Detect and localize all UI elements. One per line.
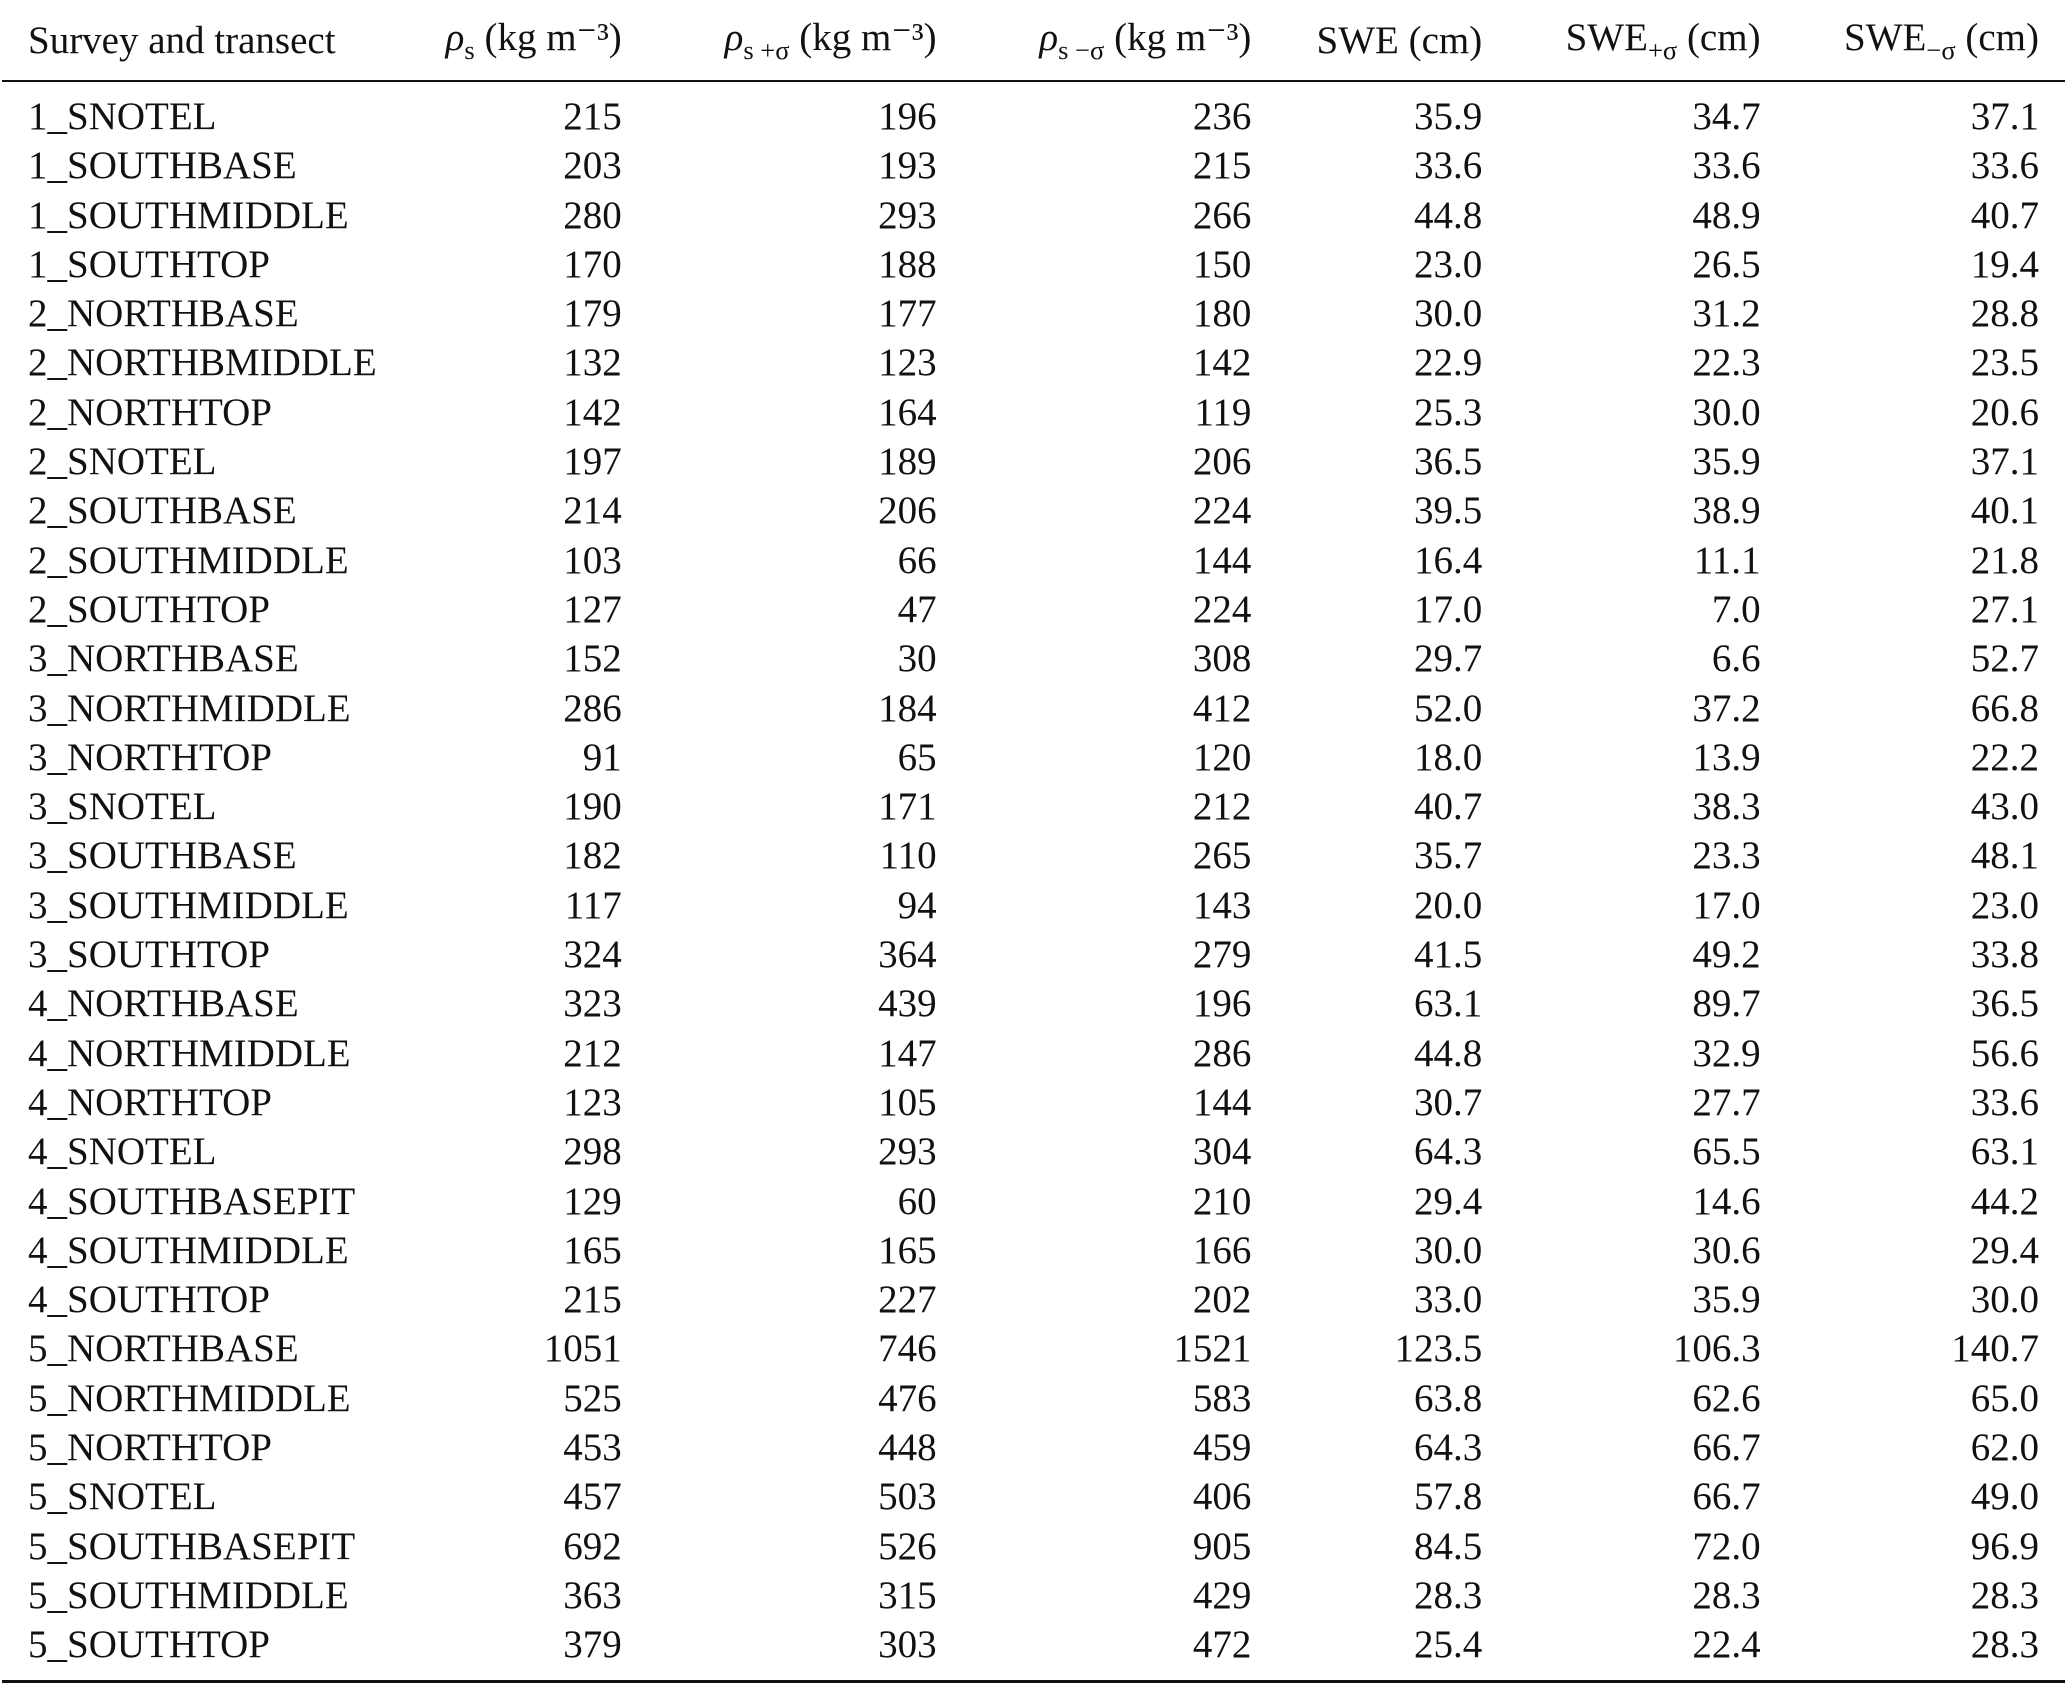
table-row bbox=[2, 141, 2065, 190]
value-cell: 65 bbox=[897, 735, 937, 779]
value-cell: 129 bbox=[563, 1179, 622, 1223]
table-row bbox=[2, 388, 2065, 437]
value-cell: 31.2 bbox=[1692, 292, 1761, 336]
value-cell: 30 bbox=[897, 637, 937, 681]
value-cell: 170 bbox=[563, 242, 622, 286]
value-cell: 48.9 bbox=[1692, 193, 1761, 237]
value-cell: 406 bbox=[1192, 1475, 1252, 1519]
column-header-subscript: +σ bbox=[1647, 34, 1678, 65]
survey-transect-cell: 2_SNOTEL bbox=[28, 440, 217, 484]
value-cell: 62.6 bbox=[1692, 1376, 1761, 1420]
survey-transect-cell: 3_SOUTHMIDDLE bbox=[28, 883, 349, 927]
value-cell: 33.6 bbox=[1413, 144, 1483, 188]
value-cell: 29.4 bbox=[1413, 1179, 1483, 1223]
value-cell: 379 bbox=[563, 1623, 622, 1667]
value-cell: 40.1 bbox=[1970, 489, 2039, 533]
value-cell: 127 bbox=[563, 587, 622, 631]
value-cell: 265 bbox=[1192, 834, 1252, 878]
header-rule bbox=[2, 80, 2065, 82]
survey-transect-cell: 2_SOUTHTOP bbox=[28, 587, 270, 631]
survey-transect-cell: 4_SOUTHMIDDLE bbox=[28, 1228, 349, 1272]
column-header bbox=[1508, 0, 1786, 80]
survey-transect-cell: 2_SOUTHBASE bbox=[28, 489, 297, 533]
table-row bbox=[2, 1275, 2065, 1324]
survey-transect-cell: 4_NORTHMIDDLE bbox=[28, 1031, 351, 1075]
survey-transect-cell: 1_SNOTEL bbox=[28, 95, 217, 138]
table-header bbox=[2, 0, 2065, 80]
column-header-base: SWE bbox=[1565, 15, 1648, 59]
value-cell: 13.9 bbox=[1692, 735, 1761, 779]
value-cell: 60 bbox=[897, 1179, 937, 1223]
value-cell: 692 bbox=[563, 1524, 622, 1568]
value-cell: 144 bbox=[1192, 1080, 1252, 1124]
value-cell: 44.8 bbox=[1413, 193, 1483, 237]
table-row bbox=[2, 782, 2065, 831]
value-cell: 17.0 bbox=[1413, 587, 1483, 631]
table-row bbox=[2, 1620, 2065, 1677]
value-cell: 39.5 bbox=[1413, 489, 1483, 533]
value-cell: 41.5 bbox=[1413, 933, 1483, 977]
value-cell: 206 bbox=[878, 489, 937, 533]
value-cell: 583 bbox=[1192, 1376, 1252, 1420]
value-cell: 11.1 bbox=[1693, 538, 1761, 582]
survey-transect-cell: 4_NORTHTOP bbox=[28, 1080, 272, 1124]
value-cell: 105 bbox=[878, 1080, 937, 1124]
value-cell: 49.2 bbox=[1692, 933, 1761, 977]
survey-transect-cell: 5_SNOTEL bbox=[28, 1475, 217, 1519]
value-cell: 33.0 bbox=[1413, 1278, 1483, 1322]
value-cell: 179 bbox=[563, 292, 622, 336]
column-header-base: ρ bbox=[445, 15, 465, 59]
value-cell: 117 bbox=[564, 883, 622, 927]
value-cell: 266 bbox=[1192, 193, 1252, 237]
value-cell: 303 bbox=[878, 1623, 937, 1667]
value-cell: 144 bbox=[1192, 538, 1252, 582]
value-cell: 203 bbox=[563, 144, 622, 188]
value-cell: 33.6 bbox=[1970, 144, 2039, 188]
value-cell: 30.7 bbox=[1413, 1080, 1483, 1124]
value-cell: 66.8 bbox=[1970, 686, 2039, 730]
value-cell: 21.8 bbox=[1970, 538, 2039, 582]
value-cell: 526 bbox=[878, 1524, 937, 1568]
value-cell: 177 bbox=[878, 292, 937, 336]
survey-transect-cell: 3_NORTHBASE bbox=[28, 637, 299, 681]
value-cell: 33.8 bbox=[1970, 933, 2039, 977]
table-row bbox=[2, 881, 2065, 930]
survey-transect-cell: 3_NORTHTOP bbox=[28, 735, 272, 779]
column-header-base: SWE bbox=[1316, 18, 1399, 62]
value-cell: 298 bbox=[563, 1130, 622, 1174]
value-cell: 182 bbox=[563, 834, 622, 878]
value-cell: 171 bbox=[878, 785, 937, 829]
survey-transect-cell: 1_SOUTHBASE bbox=[28, 144, 297, 188]
table-row bbox=[2, 1571, 2065, 1620]
value-cell: 132 bbox=[563, 341, 622, 385]
value-cell: 746 bbox=[878, 1327, 937, 1371]
table-row bbox=[2, 1177, 2065, 1226]
value-cell: 152 bbox=[563, 637, 622, 681]
column-header-subscript: −σ bbox=[1926, 34, 1956, 65]
value-cell: 166 bbox=[1192, 1228, 1252, 1272]
value-cell: 123 bbox=[878, 341, 937, 385]
value-cell: 293 bbox=[878, 193, 937, 237]
survey-transect-cell: 5_SOUTHTOP bbox=[28, 1623, 270, 1667]
value-cell: 23.0 bbox=[1970, 883, 2039, 927]
value-cell: 210 bbox=[1192, 1179, 1252, 1223]
value-cell: 19.4 bbox=[1970, 242, 2039, 286]
value-cell: 164 bbox=[878, 390, 937, 434]
value-cell: 215 bbox=[563, 95, 622, 138]
table-row bbox=[2, 80, 2065, 141]
survey-transect-cell: 4_SOUTHBASEPIT bbox=[28, 1179, 356, 1223]
value-cell: 28.3 bbox=[1692, 1573, 1761, 1617]
survey-transect-cell: 2_NORTHTOP bbox=[28, 390, 272, 434]
value-cell: 224 bbox=[1192, 587, 1252, 631]
column-header bbox=[648, 0, 963, 80]
column-header-unit: (cm) bbox=[1677, 15, 1761, 59]
value-cell: 457 bbox=[563, 1475, 622, 1519]
table-body bbox=[2, 80, 2065, 1678]
table-row bbox=[2, 585, 2065, 634]
value-cell: 35.9 bbox=[1413, 95, 1483, 138]
value-cell: 52.7 bbox=[1970, 637, 2039, 681]
value-cell: 279 bbox=[1192, 933, 1252, 977]
bottom-rule bbox=[2, 1680, 2065, 1683]
value-cell: 188 bbox=[878, 242, 937, 286]
value-cell: 28.8 bbox=[1970, 292, 2039, 336]
snow-survey-table bbox=[2, 0, 2065, 1678]
value-cell: 453 bbox=[563, 1426, 622, 1470]
survey-transect-cell: 1_SOUTHMIDDLE bbox=[28, 193, 349, 237]
value-cell: 123 bbox=[563, 1080, 622, 1124]
column-header-subscript: s +σ bbox=[743, 34, 790, 65]
value-cell: 66 bbox=[897, 538, 937, 582]
value-cell: 143 bbox=[1192, 883, 1252, 927]
value-cell: 196 bbox=[878, 95, 937, 138]
value-cell: 120 bbox=[1192, 735, 1252, 779]
value-cell: 103 bbox=[563, 538, 622, 582]
table-row bbox=[2, 536, 2065, 585]
value-cell: 180 bbox=[1192, 292, 1252, 336]
value-cell: 110 bbox=[879, 834, 937, 878]
survey-transect-cell: 3_SOUTHTOP bbox=[28, 933, 270, 977]
value-cell: 27.7 bbox=[1692, 1080, 1761, 1124]
value-cell: 286 bbox=[563, 686, 622, 730]
table-row bbox=[2, 733, 2065, 782]
table-row bbox=[2, 1078, 2065, 1127]
survey-transect-cell: 3_NORTHMIDDLE bbox=[28, 686, 351, 730]
value-cell: 66.7 bbox=[1692, 1475, 1761, 1519]
value-cell: 37.2 bbox=[1692, 686, 1761, 730]
value-cell: 448 bbox=[878, 1426, 937, 1470]
value-cell: 35.9 bbox=[1692, 1278, 1761, 1322]
value-cell: 30.6 bbox=[1692, 1228, 1761, 1272]
value-cell: 224 bbox=[1192, 489, 1252, 533]
data-table-container bbox=[2, 0, 2065, 1678]
value-cell: 25.4 bbox=[1413, 1623, 1483, 1667]
value-cell: 63.1 bbox=[1970, 1130, 2039, 1174]
value-cell: 119 bbox=[1194, 390, 1252, 434]
value-cell: 37.1 bbox=[1970, 95, 2039, 138]
value-cell: 62.0 bbox=[1970, 1426, 2039, 1470]
table-row bbox=[2, 191, 2065, 240]
value-cell: 150 bbox=[1192, 242, 1252, 286]
value-cell: 190 bbox=[563, 785, 622, 829]
value-cell: 363 bbox=[563, 1573, 622, 1617]
value-cell: 142 bbox=[1192, 341, 1252, 385]
value-cell: 36.5 bbox=[1970, 982, 2039, 1026]
table-row bbox=[2, 240, 2065, 289]
column-header-unit: (kg m⁻³) bbox=[474, 15, 622, 59]
value-cell: 280 bbox=[563, 193, 622, 237]
value-cell: 96.9 bbox=[1970, 1524, 2039, 1568]
value-cell: 20.0 bbox=[1413, 883, 1483, 927]
value-cell: 52.0 bbox=[1413, 686, 1483, 730]
column-header-subscript: s bbox=[464, 34, 475, 65]
table-row bbox=[2, 684, 2065, 733]
value-cell: 364 bbox=[878, 933, 937, 977]
column-header-base: ρ bbox=[724, 15, 744, 59]
value-cell: 165 bbox=[563, 1228, 622, 1272]
value-cell: 7.0 bbox=[1711, 587, 1761, 631]
value-cell: 23.3 bbox=[1692, 834, 1761, 878]
table-row bbox=[2, 486, 2065, 535]
survey-transect-cell: 5_NORTHTOP bbox=[28, 1426, 272, 1470]
value-cell: 30.0 bbox=[1413, 292, 1483, 336]
value-cell: 38.9 bbox=[1692, 489, 1761, 533]
value-cell: 22.4 bbox=[1692, 1623, 1761, 1667]
value-cell: 89.7 bbox=[1692, 982, 1761, 1026]
column-header-base: SWE bbox=[1844, 15, 1927, 59]
value-cell: 37.1 bbox=[1970, 440, 2039, 484]
value-cell: 1521 bbox=[1173, 1327, 1252, 1371]
value-cell: 293 bbox=[878, 1130, 937, 1174]
value-cell: 525 bbox=[563, 1376, 622, 1420]
value-cell: 503 bbox=[878, 1475, 937, 1519]
column-header-base: ρ bbox=[1039, 15, 1059, 59]
value-cell: 315 bbox=[878, 1573, 937, 1617]
survey-transect-cell: 5_SOUTHMIDDLE bbox=[28, 1573, 349, 1617]
value-cell: 49.0 bbox=[1970, 1475, 2039, 1519]
value-cell: 215 bbox=[1192, 144, 1252, 188]
column-header bbox=[2, 0, 417, 80]
value-cell: 64.3 bbox=[1413, 1426, 1483, 1470]
value-cell: 22.9 bbox=[1413, 341, 1483, 385]
table-row bbox=[2, 1029, 2065, 1078]
value-cell: 30.0 bbox=[1970, 1278, 2039, 1322]
value-cell: 905 bbox=[1192, 1524, 1252, 1568]
value-cell: 304 bbox=[1192, 1130, 1252, 1174]
value-cell: 47 bbox=[897, 587, 937, 631]
value-cell: 22.3 bbox=[1692, 341, 1761, 385]
value-cell: 28.3 bbox=[1970, 1573, 2039, 1617]
value-cell: 65.5 bbox=[1692, 1130, 1761, 1174]
value-cell: 34.7 bbox=[1692, 95, 1761, 138]
value-cell: 66.7 bbox=[1692, 1426, 1761, 1470]
value-cell: 324 bbox=[563, 933, 622, 977]
value-cell: 202 bbox=[1192, 1278, 1252, 1322]
value-cell: 14.6 bbox=[1692, 1179, 1761, 1223]
value-cell: 165 bbox=[878, 1228, 937, 1272]
table-row bbox=[2, 1226, 2065, 1275]
survey-transect-cell: 4_SNOTEL bbox=[28, 1130, 217, 1174]
value-cell: 214 bbox=[563, 489, 622, 533]
value-cell: 94 bbox=[897, 883, 937, 927]
column-header-unit: (cm) bbox=[1398, 18, 1483, 62]
value-cell: 18.0 bbox=[1413, 735, 1483, 779]
value-cell: 57.8 bbox=[1413, 1475, 1483, 1519]
survey-transect-cell: 3_SOUTHBASE bbox=[28, 834, 297, 878]
survey-transect-cell: 5_NORTHMIDDLE bbox=[28, 1376, 351, 1420]
value-cell: 227 bbox=[878, 1278, 937, 1322]
value-cell: 147 bbox=[878, 1031, 937, 1075]
survey-transect-cell: 2_NORTHBMIDDLE bbox=[28, 341, 377, 385]
value-cell: 63.8 bbox=[1413, 1376, 1483, 1420]
table-row bbox=[2, 831, 2065, 880]
value-cell: 29.4 bbox=[1970, 1228, 2039, 1272]
value-cell: 439 bbox=[878, 982, 937, 1026]
value-cell: 6.6 bbox=[1711, 637, 1761, 681]
value-cell: 308 bbox=[1192, 637, 1252, 681]
survey-transect-cell: 4_SOUTHTOP bbox=[28, 1278, 270, 1322]
value-cell: 33.6 bbox=[1970, 1080, 2039, 1124]
value-cell: 212 bbox=[563, 1031, 622, 1075]
value-cell: 16.4 bbox=[1413, 538, 1483, 582]
value-cell: 206 bbox=[1192, 440, 1252, 484]
value-cell: 30.0 bbox=[1413, 1228, 1483, 1272]
value-cell: 65.0 bbox=[1970, 1376, 2039, 1420]
value-cell: 40.7 bbox=[1970, 193, 2039, 237]
value-cell: 35.9 bbox=[1692, 440, 1761, 484]
value-cell: 1051 bbox=[543, 1327, 622, 1371]
value-cell: 72.0 bbox=[1692, 1524, 1761, 1568]
table-row bbox=[2, 1423, 2065, 1472]
value-cell: 17.0 bbox=[1692, 883, 1761, 927]
value-cell: 44.8 bbox=[1413, 1031, 1483, 1075]
survey-transect-cell: 2_SOUTHMIDDLE bbox=[28, 538, 349, 582]
value-cell: 236 bbox=[1192, 95, 1252, 138]
table-row bbox=[2, 1324, 2065, 1373]
value-cell: 32.9 bbox=[1692, 1031, 1761, 1075]
value-cell: 323 bbox=[563, 982, 622, 1026]
value-cell: 38.3 bbox=[1692, 785, 1761, 829]
value-cell: 106.3 bbox=[1672, 1327, 1761, 1371]
value-cell: 286 bbox=[1192, 1031, 1252, 1075]
value-cell: 28.3 bbox=[1970, 1623, 2039, 1667]
value-cell: 23.5 bbox=[1970, 341, 2039, 385]
column-header bbox=[963, 0, 1278, 80]
table-row bbox=[2, 437, 2065, 486]
value-cell: 476 bbox=[878, 1376, 937, 1420]
value-cell: 36.5 bbox=[1413, 440, 1483, 484]
value-cell: 63.1 bbox=[1413, 982, 1483, 1026]
value-cell: 35.7 bbox=[1413, 834, 1483, 878]
value-cell: 212 bbox=[1192, 785, 1252, 829]
survey-transect-cell: 1_SOUTHTOP bbox=[28, 242, 270, 286]
value-cell: 33.6 bbox=[1692, 144, 1761, 188]
survey-transect-cell: 5_NORTHBASE bbox=[28, 1327, 299, 1371]
survey-transect-cell: 2_NORTHBASE bbox=[28, 292, 299, 336]
value-cell: 44.2 bbox=[1970, 1179, 2039, 1223]
table-row bbox=[2, 1127, 2065, 1176]
header-row bbox=[2, 0, 2065, 80]
value-cell: 459 bbox=[1192, 1426, 1252, 1470]
value-cell: 20.6 bbox=[1970, 390, 2039, 434]
value-cell: 27.1 bbox=[1970, 587, 2039, 631]
value-cell: 184 bbox=[878, 686, 937, 730]
value-cell: 215 bbox=[563, 1278, 622, 1322]
column-header-subscript: s −σ bbox=[1058, 34, 1105, 65]
column-header-unit: (kg m⁻³) bbox=[789, 15, 937, 59]
value-cell: 142 bbox=[563, 390, 622, 434]
value-cell: 472 bbox=[1192, 1623, 1252, 1667]
value-cell: 84.5 bbox=[1413, 1524, 1483, 1568]
value-cell: 22.2 bbox=[1970, 735, 2039, 779]
column-header-unit: (cm) bbox=[1955, 15, 2039, 59]
table-row bbox=[2, 979, 2065, 1028]
value-cell: 28.3 bbox=[1413, 1573, 1483, 1617]
column-header bbox=[417, 0, 648, 80]
value-cell: 193 bbox=[878, 144, 937, 188]
value-cell: 64.3 bbox=[1413, 1130, 1483, 1174]
value-cell: 189 bbox=[878, 440, 937, 484]
value-cell: 23.0 bbox=[1413, 242, 1483, 286]
value-cell: 48.1 bbox=[1970, 834, 2039, 878]
value-cell: 123.5 bbox=[1394, 1327, 1483, 1371]
value-cell: 25.3 bbox=[1413, 390, 1483, 434]
value-cell: 412 bbox=[1192, 686, 1252, 730]
value-cell: 40.7 bbox=[1413, 785, 1483, 829]
value-cell: 29.7 bbox=[1413, 637, 1483, 681]
survey-transect-cell: 3_SNOTEL bbox=[28, 785, 217, 829]
value-cell: 429 bbox=[1192, 1573, 1252, 1617]
value-cell: 43.0 bbox=[1970, 785, 2039, 829]
table-row bbox=[2, 289, 2065, 338]
table-row bbox=[2, 634, 2065, 683]
table-row bbox=[2, 338, 2065, 387]
value-cell: 91 bbox=[582, 735, 622, 779]
table-row bbox=[2, 930, 2065, 979]
column-header-unit: (kg m⁻³) bbox=[1104, 15, 1252, 59]
table-row bbox=[2, 1472, 2065, 1521]
table-row bbox=[2, 1374, 2065, 1423]
value-cell: 196 bbox=[1192, 982, 1252, 1026]
value-cell: 56.6 bbox=[1970, 1031, 2039, 1075]
column-header bbox=[1277, 0, 1508, 80]
column-header bbox=[1787, 0, 2065, 80]
column-header-base: Survey and transect bbox=[28, 18, 336, 62]
value-cell: 30.0 bbox=[1692, 390, 1761, 434]
survey-transect-cell: 5_SOUTHBASEPIT bbox=[28, 1524, 356, 1568]
value-cell: 140.7 bbox=[1951, 1327, 2039, 1371]
value-cell: 26.5 bbox=[1692, 242, 1761, 286]
table-row bbox=[2, 1522, 2065, 1571]
value-cell: 197 bbox=[563, 440, 622, 484]
survey-transect-cell: 4_NORTHBASE bbox=[28, 982, 299, 1026]
